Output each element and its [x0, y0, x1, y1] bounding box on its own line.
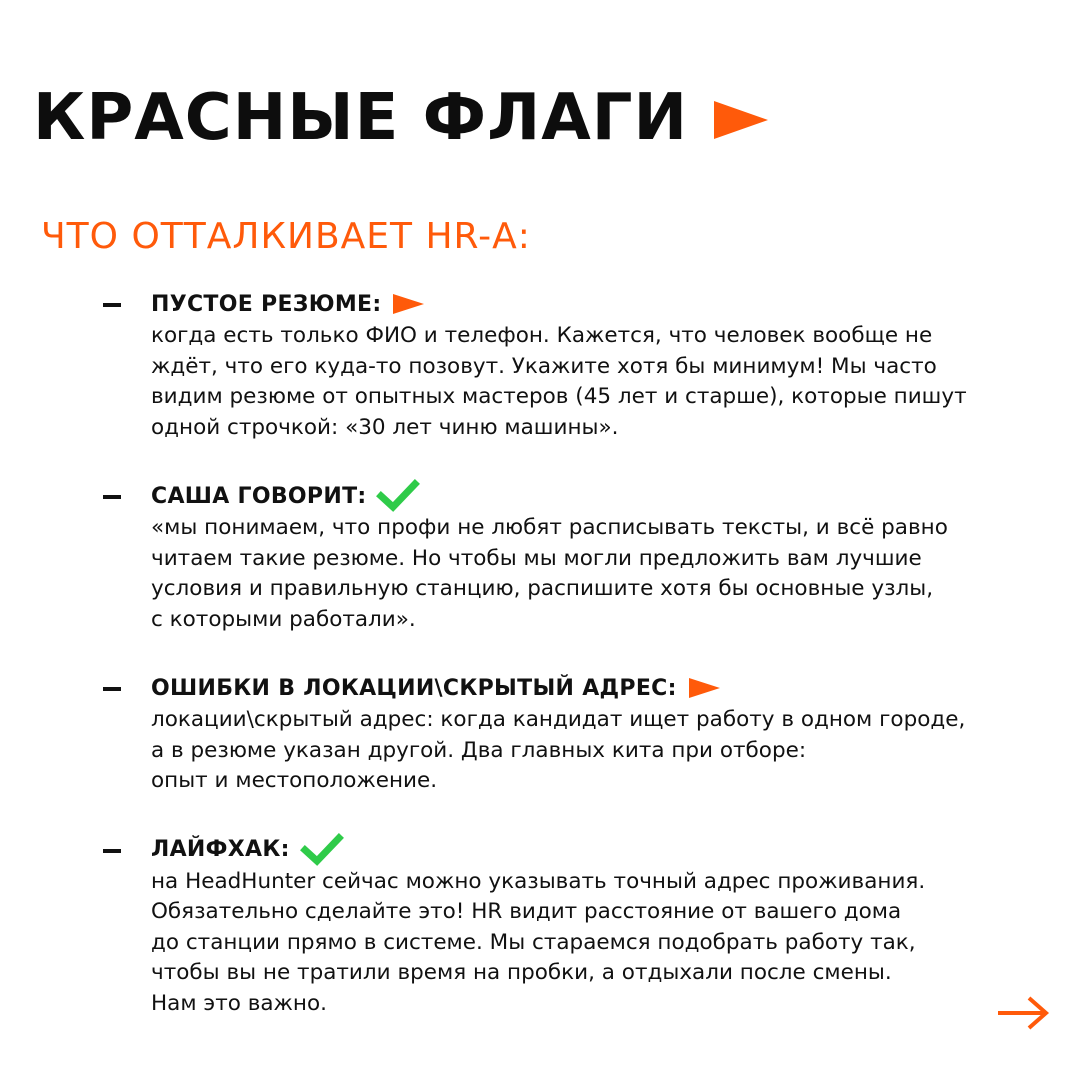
page-subtitle: ЧТО ОТТАЛКИВАЕТ HR-А: — [41, 216, 531, 257]
text-line: ждёт, что его куда-то позовут. Укажите хотя бы минимум! Мы часто — [151, 353, 937, 379]
section-sasha-says — [0, 480, 1080, 635]
section-heading-row — [151, 672, 1080, 704]
section-location-errors — [0, 672, 1080, 797]
text-line: локации\скрытый адрес: когда кандидат ищет работу в одном городе, — [151, 707, 966, 732]
section-text — [151, 867, 1080, 1020]
text-line: до станции прямо в системе. Мы стараемся подобрать работу так, — [151, 929, 916, 955]
sections-list — [0, 288, 1080, 1056]
text-line: «мы понимаем, что профи не любят расписывать тексты, и всё равно — [151, 515, 948, 540]
right-arrow-icon[interactable] — [996, 996, 1050, 1030]
section-heading: ОШИБКИ В ЛОКАЦИИ\СКРЫТЫЙ АДРЕС: — [151, 675, 677, 701]
arrow-icon — [393, 294, 424, 314]
section-lifehack — [0, 834, 1080, 1020]
text-line: опыт и местоположение. — [151, 768, 438, 793]
text-line: когда есть только ФИО и телефон. Кажется, что человек вообще не — [151, 323, 933, 348]
text-line: одной строчкой: «30 лет чиню машины». — [151, 414, 619, 440]
text-line: Нам это важно. — [151, 990, 327, 1016]
dash-bullet — [103, 495, 121, 499]
section-empty-resume — [0, 288, 1080, 443]
text-line: на HeadHunter сейчас можно указывать точный адрес проживания. — [151, 868, 926, 894]
title-row — [33, 81, 768, 155]
section-heading-row — [151, 480, 1080, 512]
section-text — [151, 513, 1080, 635]
dash-bullet — [103, 303, 121, 307]
text-line: Обязательно сделайте это! HR видит расстояние от вашего дома — [151, 899, 902, 924]
section-heading: ЛАЙФХАК: — [151, 837, 290, 862]
section-heading-row — [151, 288, 1080, 320]
page-title: КРАСНЫЕ ФЛАГИ — [33, 81, 689, 155]
dash-bullet — [103, 687, 121, 691]
section-text — [151, 321, 1080, 443]
section-heading: ПУСТОЕ РЕЗЮМЕ: — [151, 291, 382, 317]
text-line: читаем такие резюме. Но чтобы мы могли предложить вам лучшие — [151, 545, 922, 571]
text-line: с которыми работали». — [151, 606, 416, 632]
arrow-icon — [689, 678, 720, 698]
text-line: а в резюме указан другой. Два главных кита при отборе: — [151, 737, 807, 763]
checkmark-icon — [376, 479, 420, 513]
section-text — [151, 705, 1080, 797]
checkmark-icon — [300, 833, 344, 867]
text-line: чтобы вы не тратили время на пробки, а отдыхали после смены. — [151, 960, 892, 985]
text-line: видим резюме от опытных мастеров (45 лет и старше), которые пишут — [151, 384, 967, 409]
dash-bullet — [103, 849, 121, 853]
section-heading: САША ГОВОРИТ: — [151, 483, 367, 509]
play-arrow-icon — [714, 101, 768, 139]
text-line: условия и правильную станцию, распишите хотя бы основные узлы, — [151, 576, 934, 601]
section-heading-row — [151, 834, 1080, 866]
